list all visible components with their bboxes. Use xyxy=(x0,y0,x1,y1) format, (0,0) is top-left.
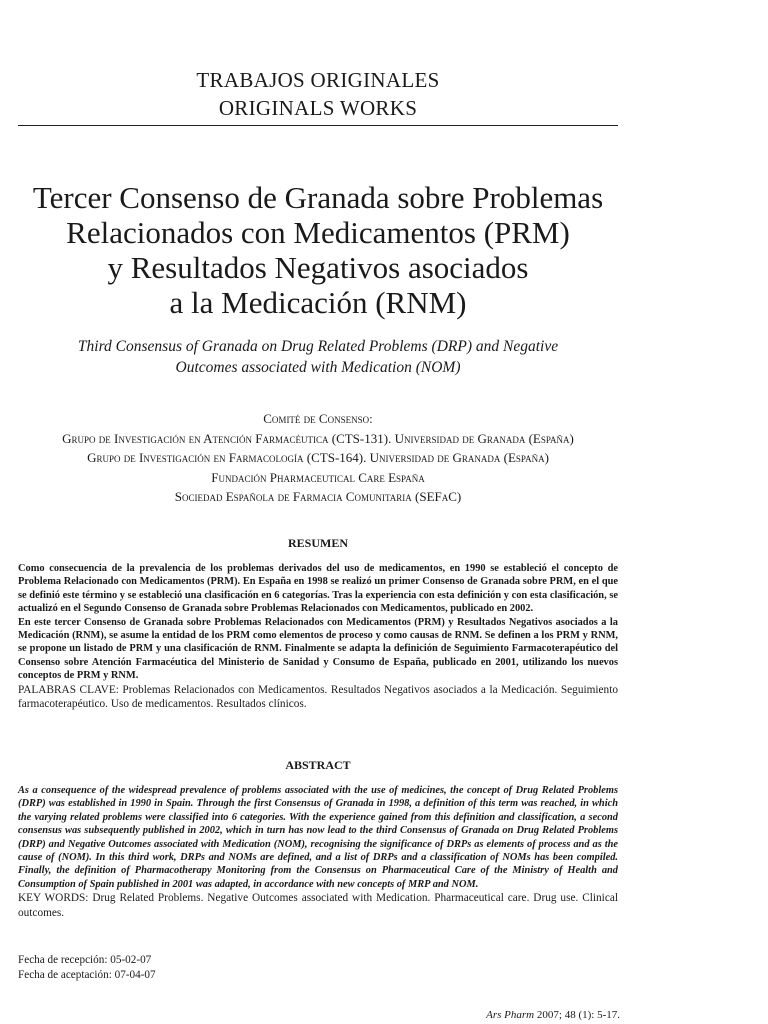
article-title xyxy=(18,180,618,320)
committee-label: Comité de Consenso: xyxy=(263,411,373,426)
received-date: Fecha de recepción: 05-02-07 xyxy=(18,954,152,966)
header-rule xyxy=(18,125,618,126)
subtitle-line-2: Outcomes associated with Medication (NOM) xyxy=(175,359,461,376)
resumen-paragraph-2: En este tercer Consenso de Granada sobre Problemas Relacionados con Medicamentos (PRM) y Resultados Negativos asociados a la Medicación (RNM), se asume la entidad de los PRM como elementos de proceso y como causas de RNM. Se definen a los PRM y RNM, se propone un listado de PRM y una clasificación de RNM. Finalmente se adapta la definición de Seguimiento Farmacoterapéutico del Consenso sobre Atención Farmacéutica del Ministerio de Sanidad y Consumo de España, publicado en 2001, utilizando los nuevos conceptos de PRM y RNM. xyxy=(18,616,618,682)
resumen-keywords: PALABRAS CLAVE: Problemas Relacionados con Medicamentos. Resultados Negativos asociados a la Medicación. Seguimiento farmacoterapéutico. Uso de medicamentos. Resultados clínicos. xyxy=(18,683,618,711)
resumen-paragraph-1: Como consecuencia de la prevalencia de los problemas derivados del uso de medicamentos, en 1990 se estableció el concepto de Problema Relacionado con Medicamentos (PRM). En España en 1998 se realizó un primer Consenso de Granada sobre PRM, en el que se definió este término y se estableció una clasificación en 6 categorías. Tras la experiencia con esta definición y con esta clasificación, se actualizó en el Segundo Consenso de Granada sobre Problemas Relacionados con Medicamentos, publicado en 2002. xyxy=(18,563,618,615)
section-heading-es: TRABAJOS ORIGINALES xyxy=(196,68,440,92)
committee-member: Grupo de Investigación en Atención Farmacéutica (CTS-131). Universidad de Granada (España) xyxy=(62,430,574,446)
article-page xyxy=(18,0,618,1024)
journal-name: Ars Pharm xyxy=(486,1009,535,1021)
subtitle-line-1: Third Consensus of Granada on Drug Related Problems (DRP) and Negative xyxy=(77,338,559,355)
accepted-date: Fecha de aceptación: 07-04-07 xyxy=(18,968,156,981)
author-committee xyxy=(12,409,624,507)
section-heading-en: ORIGINALS WORKS xyxy=(218,96,418,120)
committee-member: Grupo de Investigación en Farmacología (CTS-164). Universidad de Granada (España) xyxy=(87,450,549,465)
citation-details: 2007; 48 (1): 5-17. xyxy=(534,1009,620,1021)
resumen-body xyxy=(18,562,618,712)
title-line-4: a la Medicación (RNM) xyxy=(169,285,467,320)
abstract-body xyxy=(18,784,618,920)
abstract-paragraph: As a consequence of the widespread prevalence of problems associated with the use of medicines, the concept of Drug Related Problems (DRP) was established in 1990 in Spain. Through the first Consensus of Granada in 1998, a definition of this term was reached, in which the varying related problems were classified into 6 categories. With the experience gained from this definition and classification, a second consensus was subsequently published in 2002, which in turn has now lead to the third Consensus of Granada on Drug Related Problems (DRP) and Negative Outcomes associated with Medication (NOM), recognising the significance of DRPs as elements of process and as the cause of (NOM). In this third work, DRPs and NOMs are defined, and a list of DRPs and a classification of NOMs has been compiled. Finally, the definition of Pharmacotherapy Monitoring from the Consensus on Pharmaceutical Care of the Ministry of Health and Consumption of Spain published in 2001 was adapted, in accordance with new concepts of MRP and NOM. xyxy=(18,785,618,890)
resumen-heading: RESUMEN xyxy=(287,536,348,550)
section-heading xyxy=(18,66,618,122)
submission-dates xyxy=(18,953,318,982)
article-subtitle-english xyxy=(18,336,618,378)
journal-citation xyxy=(486,1008,620,1022)
title-line-1: Tercer Consenso de Granada sobre Problemas xyxy=(32,180,604,215)
committee-member: Sociedad Española de Farmacia Comunitaria (SEFaC) xyxy=(174,489,462,504)
abstract-keywords: KEY WORDS: Drug Related Problems. Negative Outcomes associated with Medication. Pharmaceutical care. Drug use. Clinical outcomes. xyxy=(18,892,618,919)
title-line-2: Relacionados con Medicamentos (PRM) xyxy=(66,215,570,250)
abstract-heading: ABSTRACT xyxy=(285,758,351,772)
title-line-3: y Resultados Negativos asociados xyxy=(107,250,529,285)
committee-member: Fundación Pharmaceutical Care España xyxy=(211,469,425,485)
